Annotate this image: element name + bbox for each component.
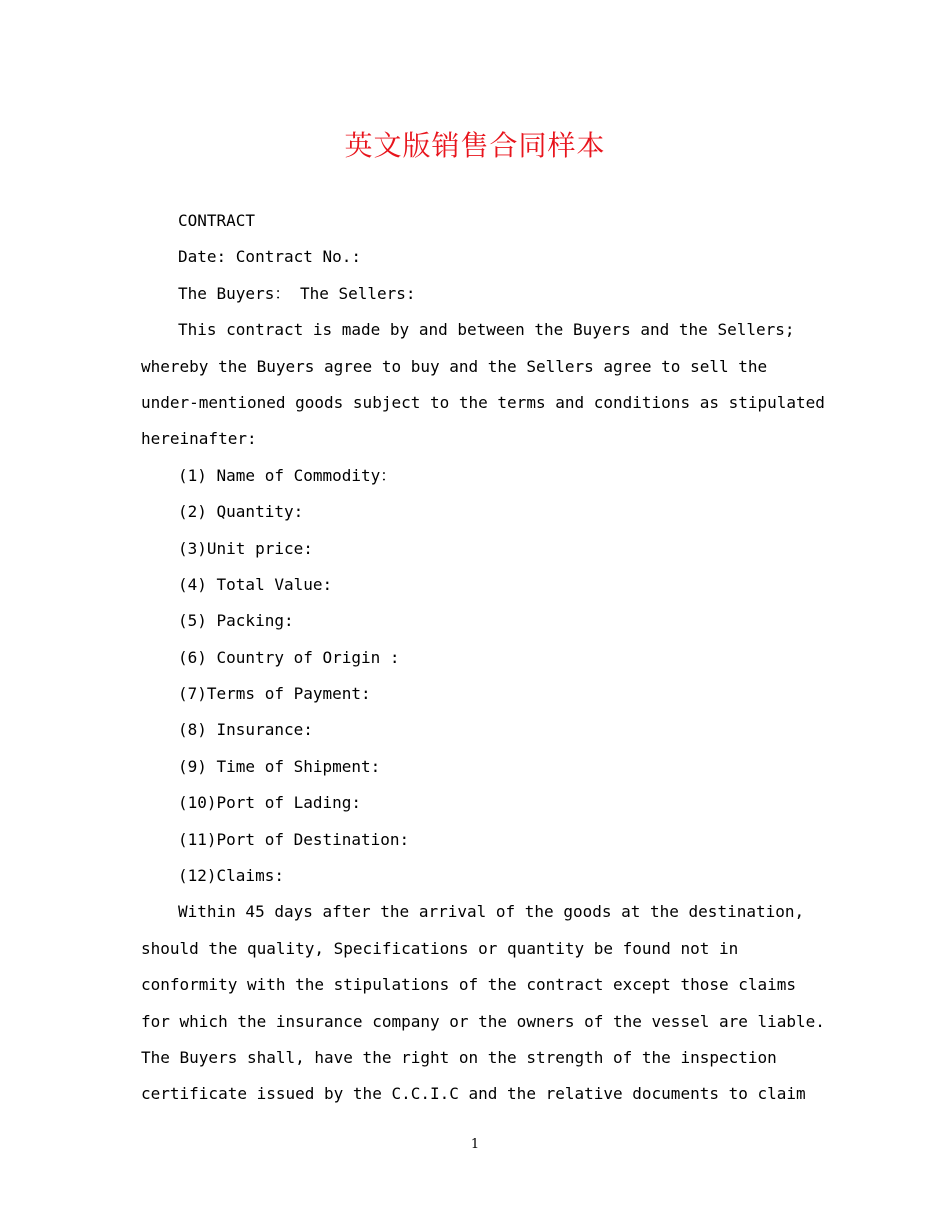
claims-paragraph-line: conformity with the stipulations of the contract except those claims (141, 975, 797, 995)
paragraph-line: hereinafter: (141, 429, 257, 449)
clause-item: (10)Port of Lading: (178, 793, 362, 813)
paragraph-line: This contract is made by and between the Buyers and the Sellers; (178, 320, 795, 340)
paragraph-line: whereby the Buyers agree to buy and the Sellers agree to sell the (141, 356, 768, 376)
document-title: 英文版销售合同样本 (344, 129, 606, 162)
claims-paragraph-line: certificate issued by the C.C.I.C and the relative documents to claim (141, 1084, 806, 1104)
clause-item: (3)Unit price: (178, 538, 313, 558)
claims-paragraph-line: for which the insurance company or the owners of the vessel are liable. (141, 1011, 825, 1031)
document-body (141, 203, 825, 1113)
clause-item: (7)Terms of Payment: (178, 684, 371, 704)
clause-item: (11)Port of Destination: (178, 829, 410, 849)
clause-item: (5) Packing: (178, 611, 294, 631)
claims-paragraph-line: Within 45 days after the arrival of the goods at the destination, (178, 902, 805, 922)
contract-heading: CONTRACT (178, 211, 256, 230)
clause-item: (2) Quantity: (178, 502, 304, 522)
clause-item: (8) Insurance: (178, 720, 313, 740)
clause-item: (6) Country of Origin : (178, 647, 400, 667)
date-contract-no-line: Date: Contract No.: (178, 247, 362, 267)
clause-item: (1) Name of Commodity： (178, 465, 397, 485)
clause-item: (9) Time of Shipment: (178, 756, 381, 776)
clause-item: (12)Claims: (178, 866, 284, 886)
claims-paragraph-line: should the quality, Specifications or quantity be found not in (141, 938, 739, 958)
clause-item: (4) Total Value: (178, 574, 333, 594)
paragraph-line: under-mentioned goods subject to the terms and conditions as stipulated (141, 392, 825, 412)
claims-paragraph-line: The Buyers shall, have the right on the strength of the inspection (141, 1047, 777, 1067)
page-number: 1 (470, 1137, 480, 1152)
buyers-sellers-line: The Buyers： The Sellers: (178, 283, 416, 303)
